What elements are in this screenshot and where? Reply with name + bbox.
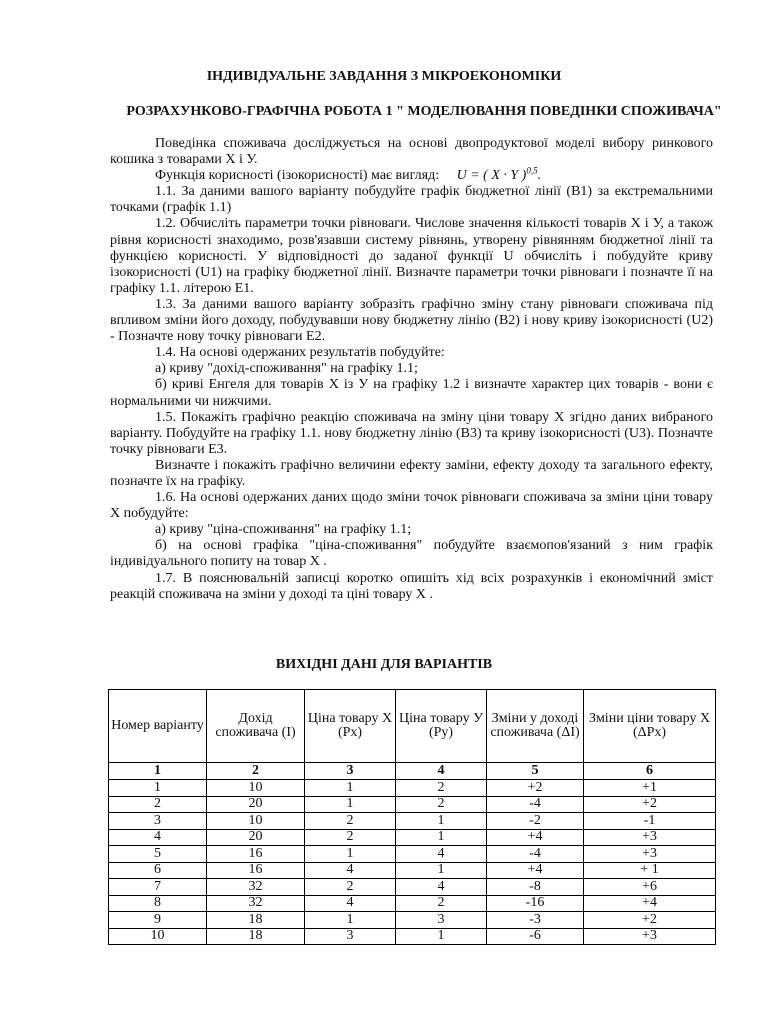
table-cell: +4 (487, 829, 584, 846)
table-cell: -6 (487, 928, 584, 945)
table-cell: 2 (396, 796, 487, 813)
utility-formula: U = ( X · Y )$^{0,5}$. (456, 165, 542, 184)
task-text (110, 136, 713, 603)
table-cell: + 1 (584, 862, 716, 879)
table-cell: 4 (396, 846, 487, 863)
document-title: ІНДИВІДУАЛЬНЕ ЗАВДАННЯ З МІКРОЕКОНОМІКИ (206, 69, 562, 84)
column-number: 2 (207, 763, 305, 780)
table-cell: 32 (207, 879, 305, 896)
table-cell: -4 (487, 846, 584, 863)
table-cell: 20 (207, 829, 305, 846)
table-cell: 2 (305, 879, 396, 896)
utility-text: Функція корисності (ізокорисності) має вигляд: (155, 168, 440, 184)
table-cell: 3 (305, 928, 396, 945)
task-1-4-a: а) криву "дохід-споживання" на графіку 1.1; (155, 361, 418, 377)
variants-title: ВИХІДНІ ДАНІ ДЛЯ ВАРІАНТІВ (275, 657, 493, 672)
column-number: 4 (396, 763, 487, 780)
table-cell: +3 (584, 928, 716, 945)
table-cell: +2 (487, 780, 584, 797)
table-cell: 1 (396, 928, 487, 945)
task-1-6-b: б) на основі графіка "ціна-споживання" побудуйте взаємопов'язаний з ним графік індивідуального попиту на товар Х . (110, 538, 713, 570)
table-cell: 1 (305, 780, 396, 797)
table-cell: 2 (109, 796, 207, 813)
header-price-y: Ціна товару У (Py) (396, 690, 487, 763)
table-cell: 2 (396, 895, 487, 912)
table-cell: 4 (305, 862, 396, 879)
table-row (109, 829, 716, 846)
table-row (109, 912, 716, 929)
table-cell: 1 (396, 862, 487, 879)
header-income-change: Зміни у доході споживача (ΔI) (487, 690, 584, 763)
table-row (109, 796, 716, 813)
document-subtitle: РОЗРАХУНКОВО-ГРАФІЧНА РОБОТА 1 " МОДЕЛЮВАННЯ ПОВЕДІНКИ СПОЖИВАЧА" (126, 104, 722, 119)
table-cell: 1 (396, 813, 487, 830)
task-1-3: 1.3. За даними вашого варіанту зобразіть графічно зміну стану рівноваги споживача під впливом зміни його доходу, побудувавши нову бюджетну лінію (B2) і нову криву ізокорисності (U2) - Позначте нову точку рівноваги E2. (110, 296, 713, 345)
table-cell: 3 (396, 912, 487, 929)
table-cell: 2 (396, 780, 487, 797)
table-row (109, 846, 716, 863)
task-1-5: 1.5. Покажіть графічно реакцію споживача на зміну ціни товару Х згідно даних вибраного варіанту. Побудуйте на графіку 1.1. нову бюджетну лінію (B3) та криву ізокорисності (U3). Позначте точку рівноваги E3. (110, 409, 713, 457)
column-number: 6 (584, 763, 716, 780)
table-row (109, 813, 716, 830)
table-cell: -2 (487, 813, 584, 830)
table-cell: 10 (109, 928, 207, 945)
table-row (109, 780, 716, 797)
table-cell: +3 (584, 846, 716, 863)
table-cell: 5 (109, 846, 207, 863)
table-row (109, 928, 716, 945)
table-cell: 16 (207, 846, 305, 863)
task-1-4-b: б) криві Енгеля для товарів Х із У на графіку 1.2 і визначте характер цих товарів - вони є нормальними чи нижчими. (110, 377, 713, 409)
table-cell: 9 (109, 912, 207, 929)
table-cell: +1 (584, 780, 716, 797)
task-1-5-effects: Визначте і покажіть графічно величини ефекту заміни, ефекту доходу та загального ефекту, позначте їх на графіку. (110, 457, 713, 489)
task-1-1: 1.1. За даними вашого варіанту побудуйте графік бюджетної лінії (B1) за екстремальними точками (графік 1.1) (110, 184, 713, 216)
column-number: 5 (487, 763, 584, 780)
table-cell: 4 (396, 879, 487, 896)
table-row (109, 879, 716, 896)
table-cell: 32 (207, 895, 305, 912)
intro-paragraph: Поведінка споживача досліджується на основі двопродуктової моделі вибору ринкового кошика з товарами Х і У. (110, 136, 713, 168)
table-row (109, 895, 716, 912)
column-numbers-row (109, 763, 716, 780)
table-row (109, 862, 716, 879)
table-cell: 8 (109, 895, 207, 912)
table-cell: 16 (207, 862, 305, 879)
table-cell: -3 (487, 912, 584, 929)
table-cell: 4 (109, 829, 207, 846)
table-cell: 6 (109, 862, 207, 879)
table-cell: 18 (207, 912, 305, 929)
table-cell: 4 (305, 895, 396, 912)
task-1-6-a: а) криву "ціна-споживання" на графіку 1.1; (155, 522, 412, 538)
table-cell: +6 (584, 879, 716, 896)
table-cell: 2 (305, 829, 396, 846)
table-cell: 18 (207, 928, 305, 945)
table-cell: 10 (207, 813, 305, 830)
column-number: 1 (109, 763, 207, 780)
header-variant-number: Номер варіанту (109, 690, 207, 763)
table-cell: 20 (207, 796, 305, 813)
header-price-x: Ціна товару Х (Px) (305, 690, 396, 763)
header-price-x-change: Зміни ціни товару Х (ΔPx) (584, 690, 716, 763)
table-cell: 1 (109, 780, 207, 797)
table-cell: +2 (584, 796, 716, 813)
table-cell: 1 (396, 829, 487, 846)
table-cell: 1 (305, 912, 396, 929)
table-cell: 3 (109, 813, 207, 830)
variants-table (108, 689, 716, 945)
table-cell: +4 (487, 862, 584, 879)
table-cell: -1 (584, 813, 716, 830)
table-cell: 1 (305, 846, 396, 863)
table-cell: 7 (109, 879, 207, 896)
table-cell: -4 (487, 796, 584, 813)
task-1-6: 1.6. На основі одержаних даних щодо зміни точок рівноваги споживача за зміни ціни товару Х побудуйте: (110, 490, 713, 522)
table-cell: +4 (584, 895, 716, 912)
table-cell: +2 (584, 912, 716, 929)
task-1-4: 1.4. На основі одержаних результатів побудуйте: (155, 345, 445, 361)
table-cell: +3 (584, 829, 716, 846)
table-cell: 10 (207, 780, 305, 797)
utility-paragraph (110, 165, 713, 184)
table-header-row (109, 690, 716, 763)
column-number: 3 (305, 763, 396, 780)
task-1-2: 1.2. Обчисліть параметри точки рівноваги. Числове значення кількості товарів Х і У, а також рівня корисності знаходимо, розв'язавши систему рівнянь, утворену рівнянням бюджетної лінії та функцією корисності. У відповідності до заданої функції U обчисліть і побудуйте криву ізокорисності (U1) на графіку бюджетної лінії. Визначте параметри точки рівноваги і позначте її на графіку 1.1. літерою E1. (110, 216, 713, 296)
table-cell: -8 (487, 879, 584, 896)
task-1-7: 1.7. В пояснювальній записці коротко опишіть хід всіх розрахунків і економічний зміст реакцій споживача на зміни у доході та ціні товару Х . (110, 570, 713, 602)
table-cell: -16 (487, 895, 584, 912)
table-cell: 2 (305, 813, 396, 830)
header-income: Дохід споживача (I) (207, 690, 305, 763)
table-cell: 1 (305, 796, 396, 813)
